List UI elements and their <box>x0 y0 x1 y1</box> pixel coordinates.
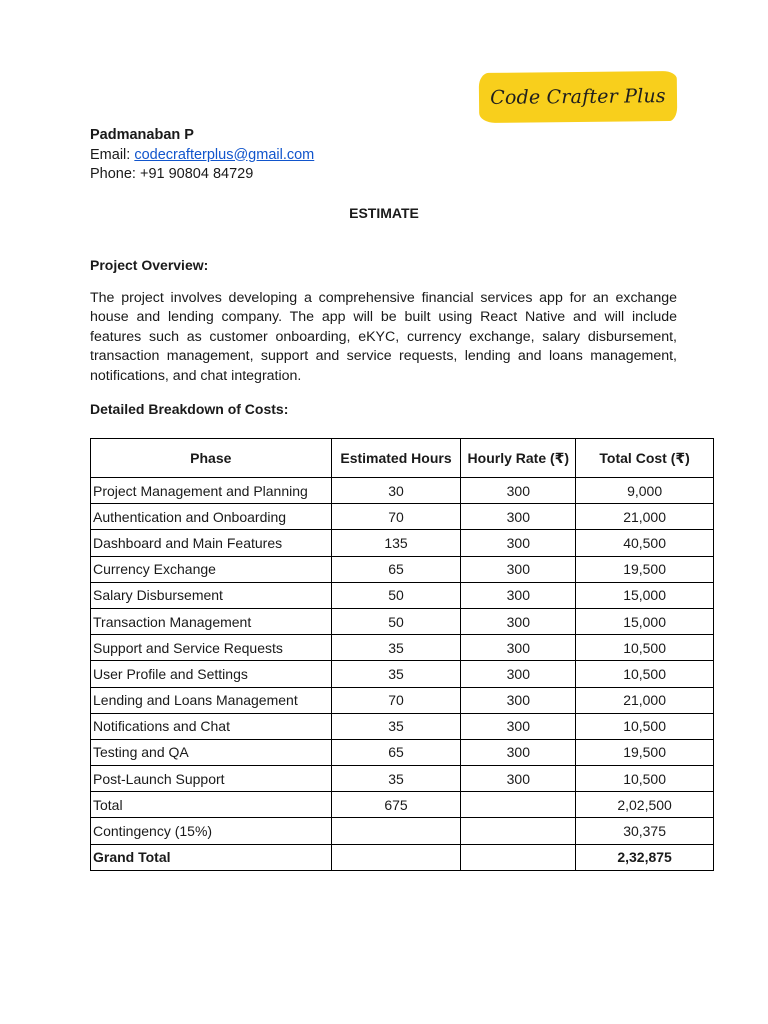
cell-phase: Authentication and Onboarding <box>91 504 332 530</box>
cell-cost: 9,000 <box>576 478 714 504</box>
cell-hours: 675 <box>331 792 461 818</box>
table-row <box>91 504 714 530</box>
cell-cost: 19,500 <box>576 739 714 765</box>
table-row <box>91 608 714 634</box>
cell-rate <box>461 818 576 844</box>
cell-phase: Support and Service Requests <box>91 635 332 661</box>
cell-phase: Testing and QA <box>91 739 332 765</box>
cell-hours: 35 <box>331 635 461 661</box>
table-row <box>91 766 714 792</box>
column-header-hours: Estimated Hours <box>331 439 461 478</box>
cell-cost: 10,500 <box>576 661 714 687</box>
cell-hours: 35 <box>331 661 461 687</box>
cell-rate: 300 <box>461 739 576 765</box>
table-row <box>91 713 714 739</box>
cell-hours: 30 <box>331 478 461 504</box>
cell-phase: Currency Exchange <box>91 556 332 582</box>
cell-rate: 300 <box>461 766 576 792</box>
cell-hours: 70 <box>331 687 461 713</box>
cost-table <box>90 438 714 871</box>
cell-rate: 300 <box>461 478 576 504</box>
column-header-phase: Phase <box>91 439 332 478</box>
cell-rate: 300 <box>461 608 576 634</box>
cell-hours: 35 <box>331 766 461 792</box>
cell-cost: 21,000 <box>576 504 714 530</box>
cell-hours <box>331 818 461 844</box>
cell-rate: 300 <box>461 556 576 582</box>
cell-rate: 300 <box>461 582 576 608</box>
table-row <box>91 530 714 556</box>
cell-rate <box>461 792 576 818</box>
cell-rate: 300 <box>461 530 576 556</box>
cell-hours: 135 <box>331 530 461 556</box>
overview-text: The project involves developing a comprehensive financial services app for an exchange house and lending company. The app will be built using React Native and will include features such as customer onboarding, eKYC, currency exchange, salary disbursement, transaction management, support and service requests, lending and loans management, notifications, and chat integration. <box>90 290 677 384</box>
cell-hours <box>331 844 461 870</box>
cell-phase: Project Management and Planning <box>91 478 332 504</box>
cell-phase: Post-Launch Support <box>91 766 332 792</box>
cell-cost: 21,000 <box>576 687 714 713</box>
cell-cost: 15,000 <box>576 582 714 608</box>
table-body <box>91 478 714 871</box>
cell-phase: User Profile and Settings <box>91 661 332 687</box>
table-row <box>91 687 714 713</box>
cell-cost: 15,000 <box>576 608 714 634</box>
cell-phase: Total <box>91 792 332 818</box>
table-row <box>91 792 714 818</box>
cell-phase: Notifications and Chat <box>91 713 332 739</box>
cell-rate: 300 <box>461 661 576 687</box>
logo-text: Code Crafter Plus <box>490 85 666 109</box>
cell-cost: 10,500 <box>576 713 714 739</box>
contact-block <box>90 126 314 185</box>
cell-hours: 50 <box>331 582 461 608</box>
contact-email-line <box>90 146 314 166</box>
table-row <box>91 818 714 844</box>
table-row <box>91 582 714 608</box>
cell-phase: Transaction Management <box>91 608 332 634</box>
cell-rate: 300 <box>461 635 576 661</box>
table-header-row <box>91 439 714 478</box>
cell-cost: 19,500 <box>576 556 714 582</box>
brand-logo <box>479 71 678 123</box>
cell-hours: 65 <box>331 739 461 765</box>
table-row <box>91 661 714 687</box>
breakdown-heading: Detailed Breakdown of Costs: <box>90 401 289 417</box>
overview-heading: Project Overview: <box>90 257 209 273</box>
cell-hours: 35 <box>331 713 461 739</box>
cell-phase: Contingency (15%) <box>91 818 332 844</box>
cell-phase: Salary Disbursement <box>91 582 332 608</box>
table-row <box>91 635 714 661</box>
cell-phase: Grand Total <box>91 844 332 870</box>
cell-cost: 10,500 <box>576 635 714 661</box>
email-link[interactable]: codecrafterplus@gmail.com <box>134 146 315 163</box>
cell-rate: 300 <box>461 713 576 739</box>
email-label: Email: <box>90 146 135 163</box>
cell-hours: 70 <box>331 504 461 530</box>
cell-cost: 10,500 <box>576 766 714 792</box>
table-row <box>91 739 714 765</box>
cell-rate: 300 <box>461 504 576 530</box>
table-row <box>91 844 714 870</box>
cell-hours: 65 <box>331 556 461 582</box>
cell-phase: Dashboard and Main Features <box>91 530 332 556</box>
cell-phase: Lending and Loans Management <box>91 687 332 713</box>
cell-cost: 40,500 <box>576 530 714 556</box>
contact-phone: Phone: +91 90804 84729 <box>90 166 254 182</box>
table-row <box>91 478 714 504</box>
cell-cost: 2,32,875 <box>576 844 714 870</box>
column-header-cost: Total Cost (₹) <box>576 439 714 478</box>
column-header-rate: Hourly Rate (₹) <box>461 439 576 478</box>
contact-name: Padmanaban P <box>90 127 194 143</box>
document-title: ESTIMATE <box>349 205 419 221</box>
cell-rate: 300 <box>461 687 576 713</box>
cell-rate <box>461 844 576 870</box>
cell-cost: 2,02,500 <box>576 792 714 818</box>
cell-hours: 50 <box>331 608 461 634</box>
cell-cost: 30,375 <box>576 818 714 844</box>
table-row <box>91 556 714 582</box>
